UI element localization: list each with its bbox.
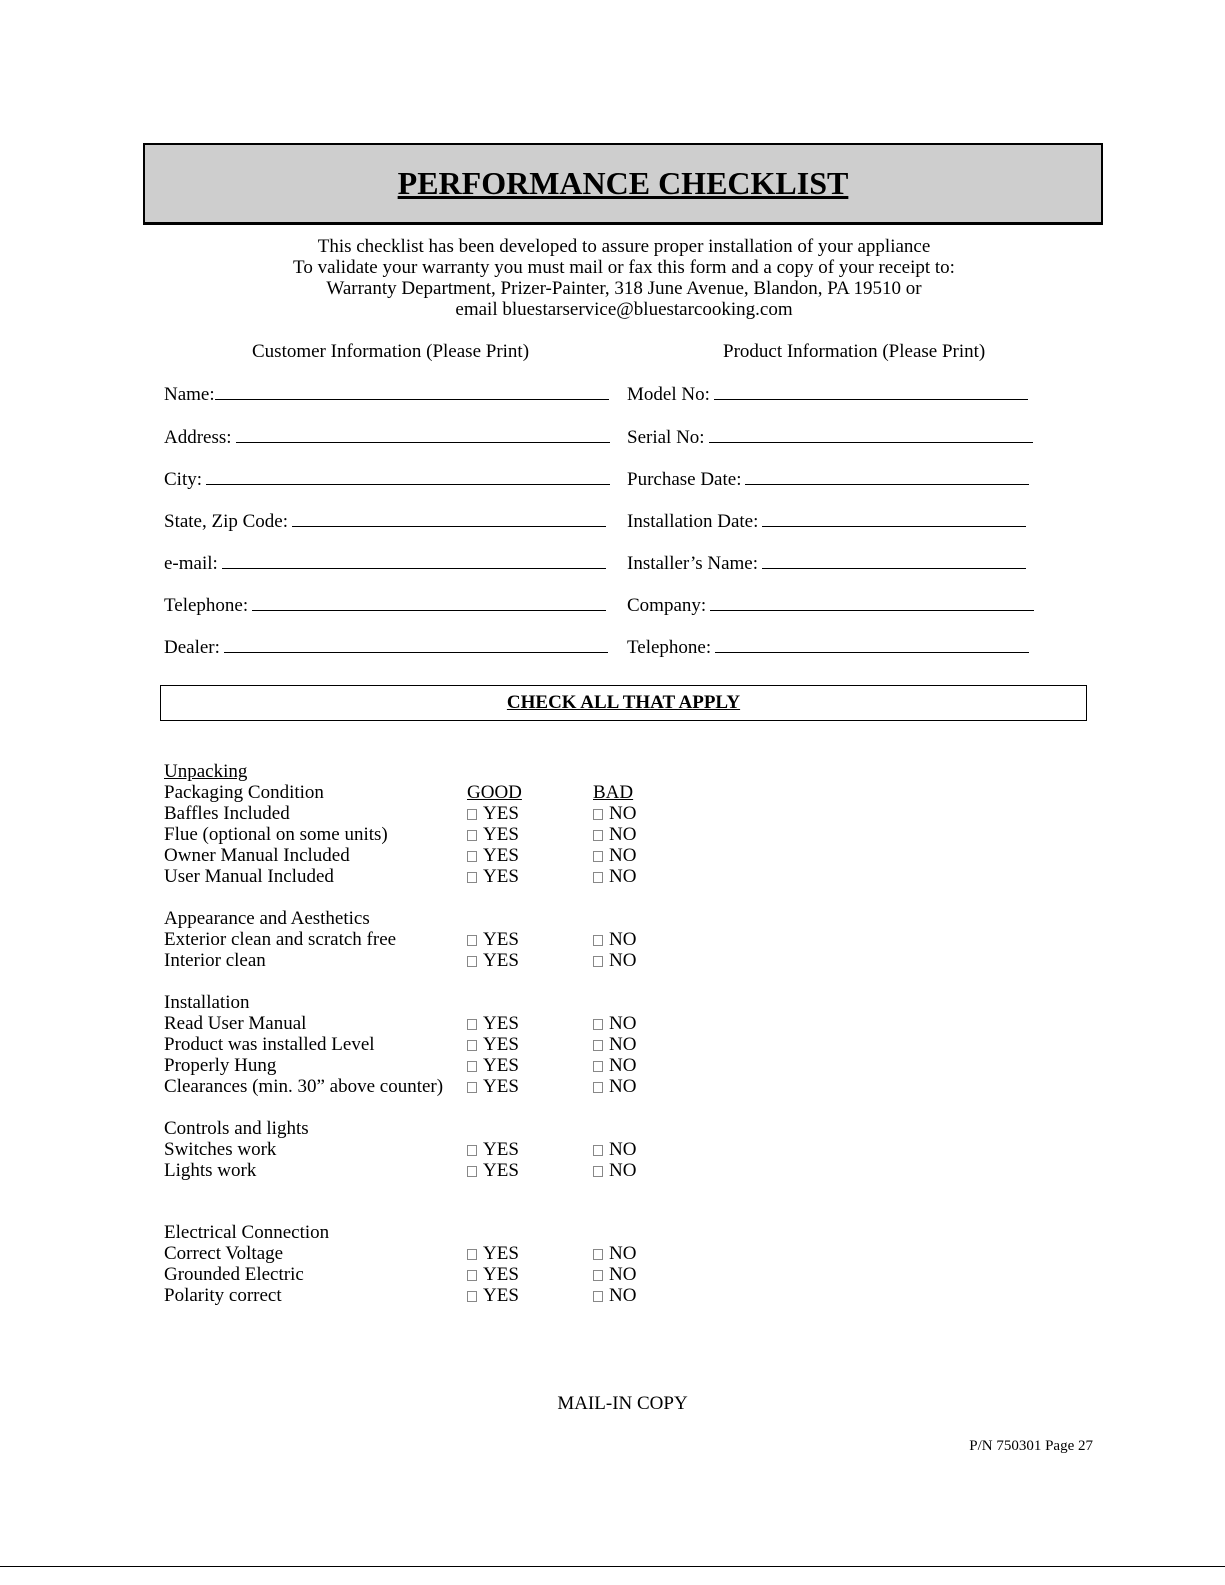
installation-date-input[interactable] — [762, 509, 1026, 527]
checkbox-icon[interactable] — [467, 1166, 477, 1177]
no-option[interactable]: NO — [593, 1264, 636, 1285]
row-label: Packaging Condition — [164, 782, 324, 803]
name-field[interactable] — [164, 382, 609, 404]
row-label: Product was installed Level — [164, 1034, 375, 1055]
section-title: Controls and lights — [164, 1118, 309, 1139]
field-label: Purchase Date: — [627, 469, 742, 490]
no-option[interactable]: NO — [593, 1139, 636, 1160]
checkbox-icon[interactable] — [467, 1270, 477, 1281]
yes-option[interactable]: YES — [467, 1243, 519, 1264]
checkbox-icon[interactable] — [467, 809, 477, 820]
field-label: e-mail: — [164, 553, 218, 574]
checklist-row — [0, 1034, 1225, 1055]
dealer-input[interactable] — [224, 635, 608, 653]
no-option[interactable]: NO — [593, 1034, 636, 1055]
row-label: Baffles Included — [164, 803, 290, 824]
row-label: Properly Hung — [164, 1055, 277, 1076]
checkbox-icon[interactable] — [467, 830, 477, 841]
section-installation — [0, 992, 1225, 1013]
row-label: Flue (optional on some units) — [164, 824, 388, 845]
checkbox-icon[interactable] — [467, 1145, 477, 1156]
installer-name-input[interactable] — [762, 551, 1026, 569]
checklist-row — [0, 1264, 1225, 1285]
section-title: Unpacking — [164, 761, 248, 782]
no-option[interactable]: NO — [593, 950, 636, 971]
field-label: Installer’s Name: — [627, 553, 759, 574]
company-input[interactable] — [710, 593, 1034, 611]
checkbox-icon[interactable] — [593, 1291, 603, 1302]
field-label: City: — [164, 469, 203, 490]
row-label: Exterior clean and scratch free — [164, 929, 397, 950]
email-field[interactable] — [164, 551, 606, 573]
no-option[interactable]: NO — [593, 1013, 636, 1034]
checkbox-icon[interactable] — [593, 1040, 603, 1051]
row-label: Grounded Electric — [164, 1264, 304, 1285]
yes-option[interactable]: YES — [467, 1055, 519, 1076]
product-heading: Product Information (Please Print) — [723, 341, 986, 362]
product-telephone-input[interactable] — [715, 635, 1029, 653]
yes-option[interactable]: YES — [467, 803, 519, 824]
checklist-row — [0, 845, 1225, 866]
checkbox-icon[interactable] — [593, 1061, 603, 1072]
checklist-row — [0, 803, 1225, 824]
field-label: Telephone: — [164, 595, 249, 616]
no-option[interactable]: NO — [593, 1243, 636, 1264]
yes-option[interactable]: YES — [467, 1264, 519, 1285]
field-label: Model No: — [627, 384, 710, 405]
model-no-field[interactable] — [627, 382, 1028, 404]
checklist-row — [0, 950, 1225, 971]
intro-line: email bluestarservice@bluestarcooking.com — [455, 299, 793, 320]
purchase-date-field[interactable] — [627, 467, 1029, 489]
checkbox-icon[interactable] — [467, 956, 477, 967]
good-header: GOOD — [467, 782, 522, 803]
yes-option[interactable]: YES — [467, 1034, 519, 1055]
section-electrical — [0, 1222, 1225, 1243]
packaging-condition-row — [0, 782, 1225, 803]
yes-option[interactable]: YES — [467, 1013, 519, 1034]
checkbox-icon[interactable] — [593, 872, 603, 883]
checklist-row — [0, 1013, 1225, 1034]
checkbox-icon[interactable] — [593, 1145, 603, 1156]
intro-line: This checklist has been developed to assure proper installation of your appliance — [317, 236, 931, 257]
checkbox-icon[interactable] — [593, 851, 603, 862]
row-label: Owner Manual Included — [164, 845, 350, 866]
row-label: Correct Voltage — [164, 1243, 284, 1264]
row-label: User Manual Included — [164, 866, 334, 887]
checkbox-icon[interactable] — [467, 1082, 477, 1093]
email-input[interactable] — [222, 551, 606, 569]
yes-option[interactable]: YES — [467, 929, 519, 950]
model-no-input[interactable] — [714, 382, 1028, 400]
field-label: State, Zip Code: — [164, 511, 289, 532]
no-option[interactable]: NO — [593, 803, 636, 824]
yes-option[interactable]: YES — [467, 1285, 519, 1306]
checkbox-icon[interactable] — [593, 1270, 603, 1281]
no-option[interactable]: NO — [593, 845, 636, 866]
checkbox-icon[interactable] — [593, 935, 603, 946]
yes-option[interactable]: YES — [467, 1076, 519, 1097]
intro-text — [0, 236, 1225, 320]
checklist-row — [0, 1285, 1225, 1306]
no-option[interactable]: NO — [593, 1055, 636, 1076]
customer-heading: Customer Information (Please Print) — [252, 341, 530, 362]
city-input[interactable] — [206, 467, 610, 485]
state-zip-input[interactable] — [292, 509, 606, 527]
no-option[interactable]: NO — [593, 1160, 636, 1181]
section-title: Installation — [164, 992, 250, 1013]
state-zip-field[interactable] — [164, 509, 606, 531]
checklist-row — [0, 1139, 1225, 1160]
yes-option[interactable]: YES — [467, 845, 519, 866]
no-option[interactable]: NO — [593, 824, 636, 845]
installation-date-field[interactable] — [627, 509, 1026, 531]
checkbox-icon[interactable] — [593, 1082, 603, 1093]
yes-option[interactable]: YES — [467, 866, 519, 887]
checklist-row — [0, 866, 1225, 887]
mail-in-copy-label: MAIL-IN COPY — [557, 1393, 688, 1414]
checkbox-icon[interactable] — [593, 809, 603, 820]
checkbox-icon[interactable] — [467, 872, 477, 883]
intro-line: Warranty Department, Prizer-Painter, 318 June Avenue, Blandon, PA 19510 or — [326, 278, 922, 299]
no-option[interactable]: NO — [593, 866, 636, 887]
checklist-row — [0, 929, 1225, 950]
section-title: Appearance and Aesthetics — [164, 908, 370, 929]
check-all-box — [160, 685, 1087, 721]
no-option[interactable]: NO — [593, 929, 636, 950]
field-label: Telephone: — [627, 637, 712, 658]
product-telephone-field[interactable] — [627, 635, 1029, 657]
address-input[interactable] — [236, 425, 610, 443]
section-controls — [0, 1118, 1225, 1139]
checkbox-icon[interactable] — [467, 1249, 477, 1260]
checkbox-icon[interactable] — [467, 851, 477, 862]
field-label: Name: — [164, 384, 215, 405]
row-label: Interior clean — [164, 950, 266, 971]
serial-no-input[interactable] — [709, 425, 1033, 443]
field-label: Address: — [164, 427, 232, 448]
company-field[interactable] — [627, 593, 1034, 615]
checklist-row — [0, 1243, 1225, 1264]
row-label: Polarity correct — [164, 1285, 282, 1306]
section-unpacking — [0, 761, 1225, 782]
checkbox-icon[interactable] — [593, 830, 603, 841]
city-field[interactable] — [164, 467, 610, 489]
checkbox-icon[interactable] — [593, 1249, 603, 1260]
row-label: Read User Manual — [164, 1013, 307, 1034]
field-label: Serial No: — [627, 427, 705, 448]
check-all-title: CHECK ALL THAT APPLY — [506, 692, 741, 713]
section-title: Electrical Connection — [164, 1222, 330, 1243]
serial-no-field[interactable] — [627, 425, 1033, 447]
checklist-row — [0, 1055, 1225, 1076]
page-title: PERFORMANCE CHECKLIST — [397, 165, 849, 201]
checkbox-icon[interactable] — [593, 956, 603, 967]
row-label: Switches work — [164, 1139, 277, 1160]
checkbox-icon[interactable] — [467, 1019, 477, 1030]
name-input[interactable] — [215, 382, 609, 400]
title-box — [143, 143, 1103, 225]
checkbox-icon[interactable] — [593, 1019, 603, 1030]
intro-line: To validate your warranty you must mail or fax this form and a copy of your receipt to: — [293, 257, 955, 278]
field-label: Dealer: — [164, 637, 220, 658]
bad-header: BAD — [593, 782, 634, 803]
checkbox-icon[interactable] — [467, 1061, 477, 1072]
telephone-field[interactable] — [164, 593, 606, 615]
checklist-row — [0, 1160, 1225, 1181]
section-appearance — [0, 908, 1225, 929]
checklist-row — [0, 824, 1225, 845]
row-label: Lights work — [164, 1160, 257, 1181]
telephone-input[interactable] — [252, 593, 606, 611]
page-number: P/N 750301 Page 27 — [969, 1438, 1093, 1454]
checkbox-icon[interactable] — [467, 935, 477, 946]
address-field[interactable] — [164, 425, 610, 447]
yes-option[interactable]: YES — [467, 1160, 519, 1181]
yes-option[interactable]: YES — [467, 1139, 519, 1160]
checkbox-icon[interactable] — [467, 1040, 477, 1051]
checklist-row — [0, 1076, 1225, 1097]
checkbox-icon[interactable] — [593, 1166, 603, 1177]
no-option[interactable]: NO — [593, 1285, 636, 1306]
purchase-date-input[interactable] — [745, 467, 1029, 485]
installer-name-field[interactable] — [627, 551, 1026, 573]
bottom-divider — [0, 1566, 1225, 1567]
field-label: Company: — [627, 595, 707, 616]
no-option[interactable]: NO — [593, 1076, 636, 1097]
dealer-field[interactable] — [164, 635, 608, 657]
row-label: Clearances (min. 30” above counter) — [164, 1076, 444, 1097]
checkbox-icon[interactable] — [467, 1291, 477, 1302]
field-label: Installation Date: — [627, 511, 759, 532]
yes-option[interactable]: YES — [467, 824, 519, 845]
yes-option[interactable]: YES — [467, 950, 519, 971]
